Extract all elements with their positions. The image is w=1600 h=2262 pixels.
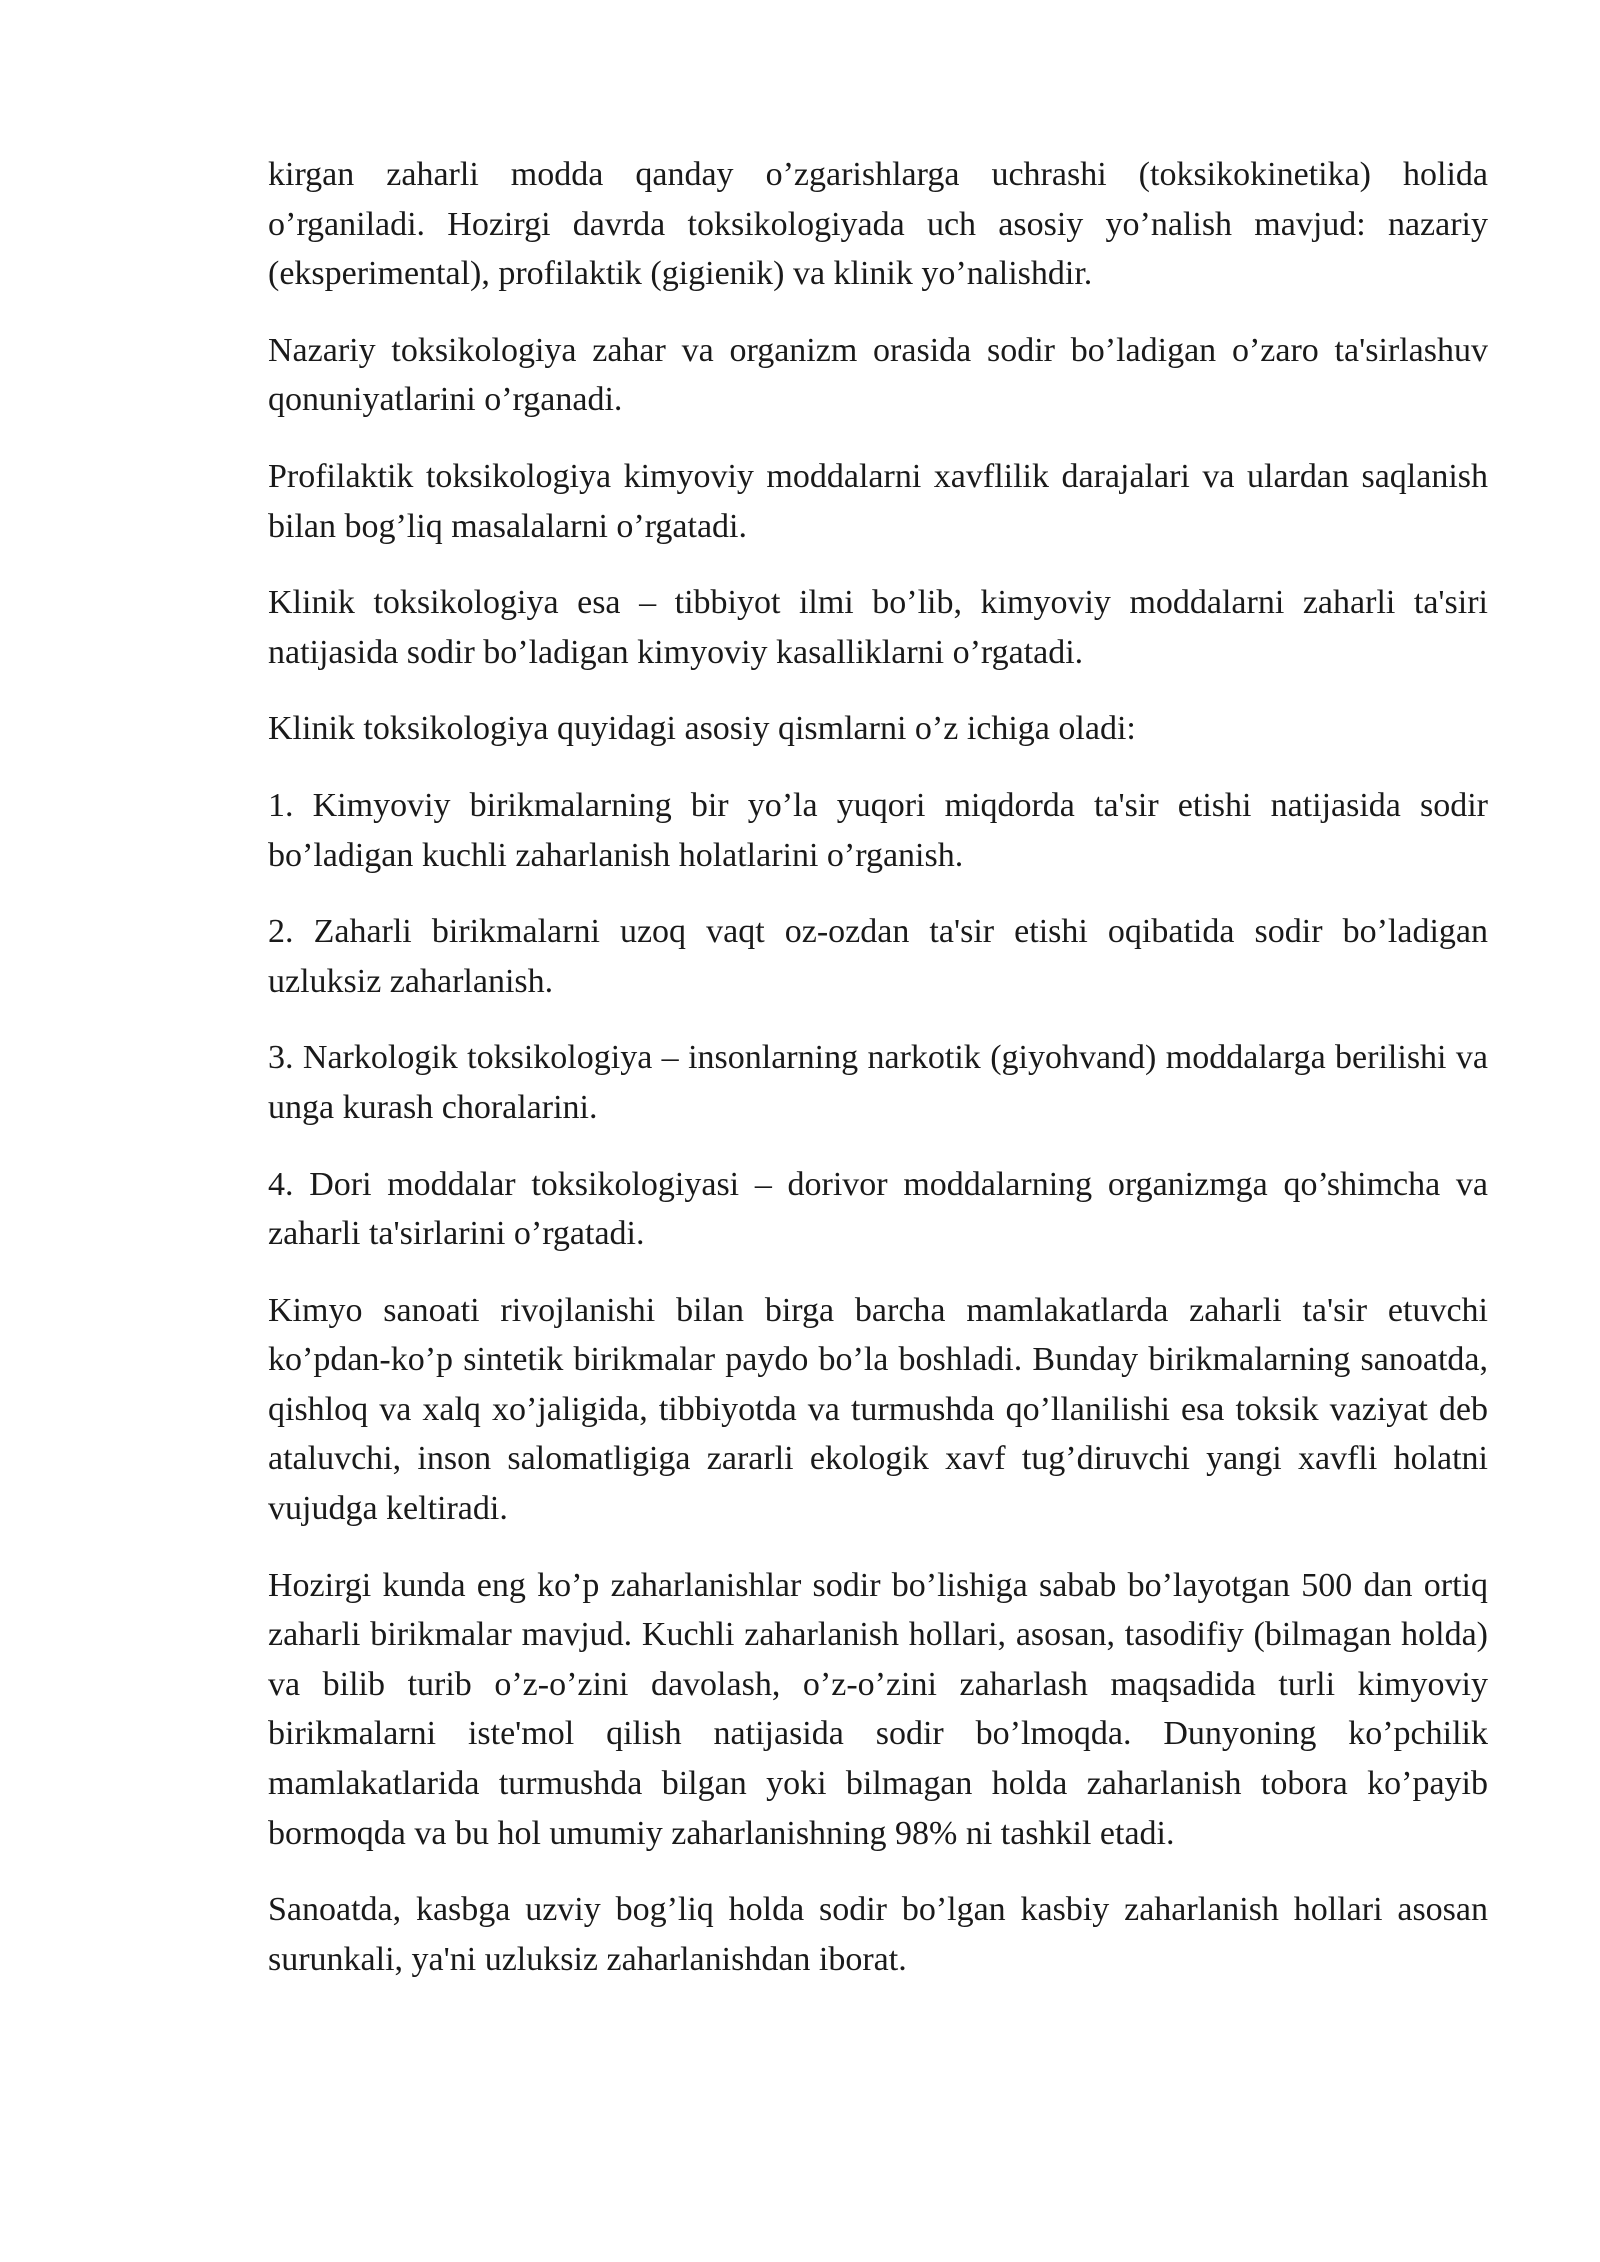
- list-item-2: 2. Zaharli birikmalarni uzoq vaqt oz-ozdan ta'sir etishi oqibatida sodir bo’ladigan uzluksiz zaharlanish.: [268, 913, 1488, 1000]
- paragraph-occupational-poisoning: Sanoatda, kasbga uzviy bog’liq holda sodir bo’lgan kasbiy zaharlanish hollari asosan surunkali, ya'ni uzluksiz zaharlanishdan iborat.: [268, 1891, 1488, 1978]
- document-body: [268, 150, 1488, 2011]
- list-item-3: 3. Narkologik toksikologiya – insonlarning narkotik (giyohvand) moddalarga berilishi va unga kurash choralarini.: [268, 1039, 1488, 1126]
- paragraph-toxicokinetics: kirgan zaharli modda qanday o’zgarishlarga uchrashi (toksikokinetika) holida o’rganiladi. Hozirgi davrda toksikologiyada uch asosiy yo’nalish mavjud: nazariy (eksperimental), profilaktik (gigienik) va klinik yo’nalishdir.: [268, 156, 1488, 293]
- list-item-4: 4. Dori moddalar toksikologiyasi – dorivor moddalarning organizmga qo’shimcha va zaharli ta'sirlarini o’rgatadi.: [268, 1165, 1488, 1253]
- paragraph-clinical-parts-intro: Klinik toksikologiya quyidagi asosiy qismlarni o’z ichiga oladi:: [268, 710, 1136, 748]
- paragraph-poisoning-statistics: Hozirgi kunda eng ko’p zaharlanishlar sodir bo’lishiga sabab bo’layotgan 500 dan ortiq zaharli birikmalar mavjud. Kuchli zaharlanish hollari, asosan, tasodifiy (bilmagan holda) va bilib turib o’z-o’zini davolash, o’z-o’zini zaharlash maqsadida turli kimyoviy birikmalarni iste'mol qilish natijasida sodir bo’lmoqda. Dunyoning ko’pchilik mamlakatlarida turmushda bilgan yoki bilmagan holda zaharlanish tobora ko’payib bormoqda va bu hol umumiy zaharlanishning 98% ni tashkil etadi.: [268, 1566, 1488, 1852]
- paragraph-clinical-toxicology: Klinik toksikologiya esa – tibbiyot ilmi bo’lib, kimyoviy moddalarni zaharli ta'siri natijasida sodir bo’ladigan kimyoviy kasalliklarni o’rgatadi.: [268, 584, 1488, 671]
- list-item-1: 1. Kimyoviy birikmalarning bir yo’la yuqori miqdorda ta'sir etishi natijasida sodir bo’ladigan kuchli zaharlanish holatlarini o’rganish.: [268, 786, 1488, 874]
- paragraph-chemical-industry: Kimyo sanoati rivojlanishi bilan birga barcha mamlakatlarda zaharli ta'sir etuvchi ko’pdan-ko’p sintetik birikmalar paydo bo’la boshladi. Bunday birikmalarning sanoatda, qishloq va xalq xo’jaligida, tibbiyotda va turmushda qo’llanilishi esa toksik vaziyat deb ataluvchi, inson salomatligiga zararli ekologik xavf tug’diruvchi yangi xavfli holatni vujudga keltiradi.: [268, 1291, 1488, 1528]
- paragraph-theoretical-toxicology: Nazariy toksikologiya zahar va organizm orasida sodir bo’ladigan o’zaro ta'sirlashuv qonuniyatlarini o’rganadi.: [268, 331, 1488, 419]
- paragraph-preventive-toxicology: Profilaktik toksikologiya kimyoviy moddalarni xavflilik darajalari va ulardan saqlanish bilan bog’liq masalalarni o’rgatadi.: [268, 457, 1488, 545]
